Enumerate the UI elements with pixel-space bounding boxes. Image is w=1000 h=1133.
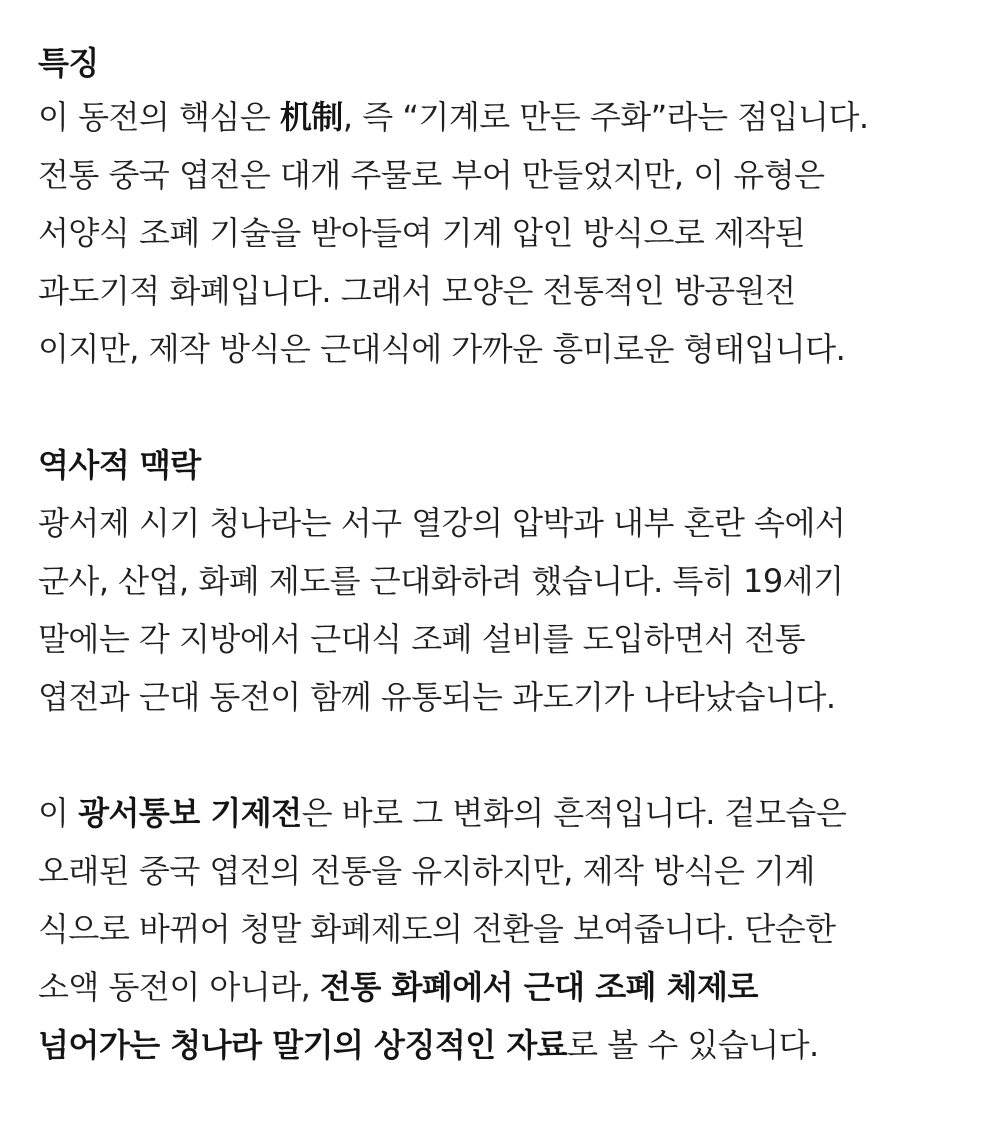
history-line-4: 엽전과 근대 동전이 함께 유통되는 과도기가 나타났습니다. <box>38 678 836 716</box>
emphasis-phrase: 전통 화폐에서 근대 조폐 체제로 <box>319 968 758 1006</box>
significance-line-3: 식으로 바뀌어 청말 화폐제도의 전환을 보여줍니다. 단순한 <box>38 910 836 948</box>
features-line-5: 이지만, 제작 방식은 근대식에 가까운 흥미로운 형태입니다. <box>38 330 846 368</box>
emphasis-term: 机制 <box>279 98 343 136</box>
features-line-2: 전통 중국 엽전은 대개 주물로 부어 만들었지만, 이 유형은 <box>38 156 825 194</box>
history-line-3: 말에는 각 지방에서 근대식 조폐 설비를 도입하면서 전통 <box>38 620 806 658</box>
paragraph-gap <box>38 378 978 436</box>
significance-line-5: 넘어가는 청나라 말기의 상징적인 자료로 볼 수 있습니다. <box>38 1026 819 1064</box>
section-heading-history: 역사적 맥락 <box>38 446 201 484</box>
significance-line-4: 소액 동전이 아니라, 전통 화폐에서 근대 조폐 체제로 <box>38 968 758 1006</box>
significance-line-1: 이 광서통보 기제전은 바로 그 변화의 흔적입니다. 겉모습은 <box>38 794 847 832</box>
features-line-4: 과도기적 화폐입니다. 그래서 모양은 전통적인 방공원전 <box>38 272 796 310</box>
emphasis-phrase: 넘어가는 청나라 말기의 상징적인 자료 <box>38 1026 568 1064</box>
features-line-1: 이 동전의 핵심은 机制, 즉 “기계로 만든 주화”라는 점입니다. <box>38 98 869 136</box>
history-line-2: 군사, 산업, 화폐 제도를 근대화하려 했습니다. 특히 19세기 <box>38 562 844 600</box>
significance-line-2: 오래된 중국 엽전의 전통을 유지하지만, 제작 방식은 기계 <box>38 852 815 890</box>
paragraph-gap <box>38 726 978 784</box>
emphasis-term: 광서통보 기제전 <box>78 794 302 832</box>
features-line-3: 서양식 조폐 기술을 받아들여 기계 압인 방식으로 제작된 <box>38 214 806 252</box>
section-heading-features: 특징 <box>38 44 99 82</box>
history-line-1: 광서제 시기 청나라는 서구 열강의 압박과 내부 혼란 속에서 <box>38 504 846 542</box>
document-body <box>38 38 978 1074</box>
